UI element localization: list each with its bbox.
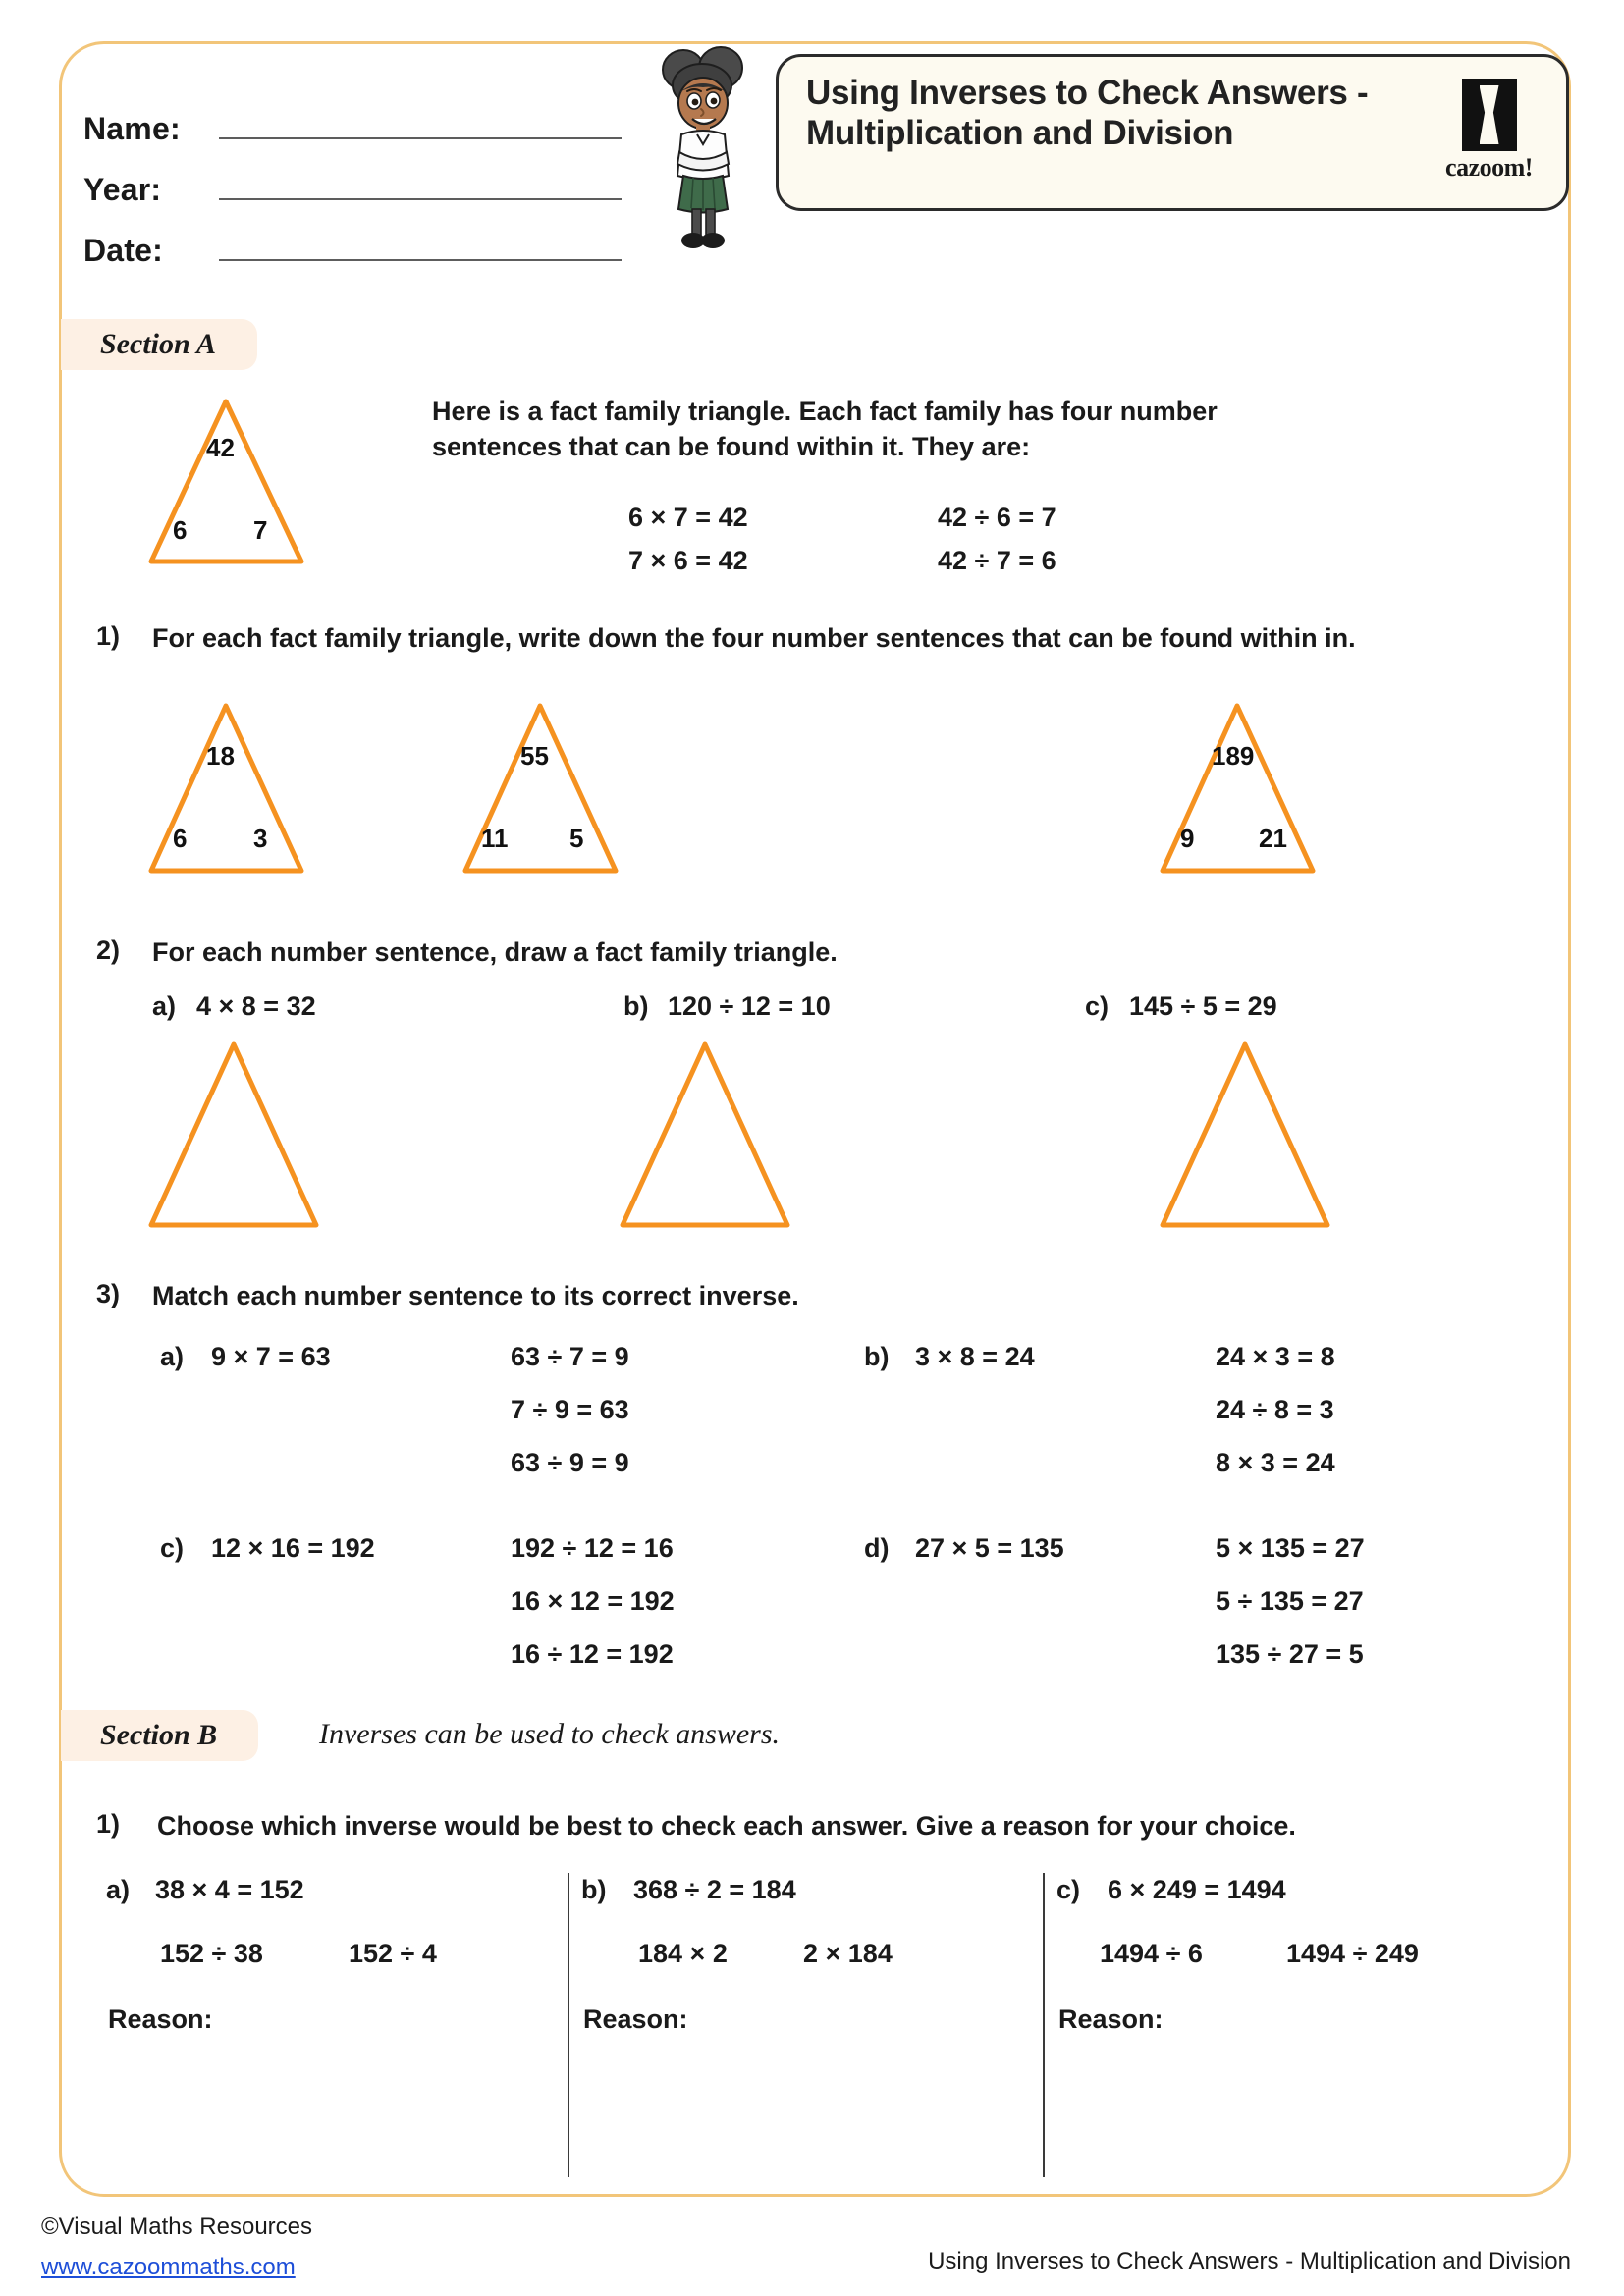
example-fact-triangle [145, 396, 307, 567]
q1-t1-right: 3 [253, 824, 268, 853]
q2-item-c-label: c) [1085, 991, 1110, 1021]
b1-item-b-label: b) [581, 1875, 607, 1904]
q1-t3-right: 21 [1259, 824, 1287, 853]
q3-item-c-option-1[interactable]: 192 ÷ 12 = 16 [511, 1533, 674, 1563]
footer-left [41, 2211, 312, 2285]
example-triangle-left: 6 [173, 515, 188, 545]
q3-item-d-option-3[interactable]: 135 ÷ 27 = 5 [1216, 1639, 1364, 1669]
year-input-line[interactable] [219, 169, 622, 200]
name-input-line[interactable] [219, 108, 622, 139]
section-b-divider-1 [568, 1873, 569, 2177]
student-info-fields [83, 108, 633, 291]
q1-triangle-1 [145, 700, 307, 877]
b1-item-b-choice-1[interactable]: 184 × 2 [638, 1939, 728, 1968]
q2-blank-triangle-a[interactable] [145, 1039, 322, 1231]
q3-text: Match each number sentence to its correct inverse. [152, 1281, 799, 1310]
q3-item-d-option-1[interactable]: 5 × 135 = 27 [1216, 1533, 1365, 1563]
intro-sentence-3: 7 × 6 = 42 [628, 546, 748, 575]
name-field-row[interactable] [83, 108, 633, 147]
q3-item-d-prompt[interactable]: 27 × 5 = 135 [915, 1533, 1064, 1563]
q2-text: For each number sentence, draw a fact family triangle. [152, 937, 838, 967]
q2-blank-triangle-b[interactable] [617, 1039, 793, 1231]
name-label: Name: [83, 111, 181, 146]
q3-item-b-label: b) [864, 1342, 890, 1371]
section-b-label: Section B [100, 1719, 218, 1751]
q1-text: For each fact family triangle, write down the four number sentences that can be found within in. [152, 623, 1356, 653]
date-field-row[interactable] [83, 230, 633, 269]
q3-item-c-option-3[interactable]: 16 ÷ 12 = 192 [511, 1639, 674, 1669]
b1-text: Choose which inverse would be best to check each answer. Give a reason for your choice. [157, 1811, 1296, 1841]
q3-item-a-option-1[interactable]: 63 ÷ 7 = 9 [511, 1342, 629, 1371]
section-b-note: Inverses can be used to check answers. [319, 1718, 781, 1750]
footer-copyright: ©Visual Maths Resources [41, 2214, 313, 2240]
year-field-row[interactable] [83, 169, 633, 208]
q2-item-b-equation: 120 ÷ 12 = 10 [668, 991, 831, 1021]
q3-item-a-option-2[interactable]: 7 ÷ 9 = 63 [511, 1395, 629, 1424]
q1-t2-left: 11 [481, 824, 509, 853]
q3-item-b-option-3[interactable]: 8 × 3 = 24 [1216, 1448, 1335, 1477]
q3-item-c-label: c) [160, 1533, 185, 1563]
cazoom-logo-icon [1462, 79, 1517, 151]
year-label: Year: [83, 172, 162, 207]
section-a-label: Section A [100, 328, 217, 360]
q3-item-d-label: d) [864, 1533, 890, 1563]
b1-item-b-choice-2[interactable]: 2 × 184 [803, 1939, 893, 1968]
b1-item-a-choice-1[interactable]: 152 ÷ 38 [160, 1939, 263, 1968]
example-triangle-top: 42 [206, 433, 235, 462]
q1-t2-right: 5 [569, 824, 584, 853]
b1-item-c-reason-label: Reason: [1058, 2004, 1164, 2034]
q2-item-a-label: a) [152, 991, 177, 1021]
b1-item-c-equation: 6 × 249 = 1494 [1108, 1875, 1286, 1904]
b1-item-b-equation: 368 ÷ 2 = 184 [633, 1875, 796, 1904]
worksheet-title-box [776, 54, 1569, 211]
q1-t1-left: 6 [173, 824, 188, 853]
q3-item-c-prompt[interactable]: 12 × 16 = 192 [211, 1533, 375, 1563]
b1-item-c-label: c) [1056, 1875, 1081, 1904]
q2-item-c-equation: 145 ÷ 5 = 29 [1129, 991, 1277, 1021]
intro-sentence-4: 42 ÷ 7 = 6 [938, 546, 1056, 575]
footer-website-link[interactable]: www.cazoommaths.com [41, 2253, 296, 2280]
q3-item-b-prompt[interactable]: 3 × 8 = 24 [915, 1342, 1035, 1371]
q1-t2-top: 55 [520, 741, 549, 771]
q3-item-a-prompt[interactable]: 9 × 7 = 63 [211, 1342, 331, 1371]
b1-item-c-choice-1[interactable]: 1494 ÷ 6 [1100, 1939, 1203, 1968]
b1-item-c-choice-2[interactable]: 1494 ÷ 249 [1286, 1939, 1419, 1968]
q3-item-a-label: a) [160, 1342, 185, 1371]
cazoom-logo [1437, 79, 1541, 183]
q3-item-a-option-3[interactable]: 63 ÷ 9 = 9 [511, 1448, 629, 1477]
q1-number: 1) [96, 621, 121, 651]
date-input-line[interactable] [219, 230, 622, 261]
student-mascot-icon [638, 46, 766, 252]
example-triangle-right: 7 [253, 515, 268, 545]
cazoom-logo-text: cazoom! [1445, 153, 1533, 182]
b1-item-a-label: a) [106, 1875, 131, 1904]
page-title: Using Inverses to Check Answers - Multiplication and Division [806, 74, 1369, 153]
intro-text: Here is a fact family triangle. Each fact family has four number sentences that can be found within it. They are: [432, 397, 1218, 461]
q2-item-a-equation: 4 × 8 = 32 [196, 991, 316, 1021]
q1-triangle-3 [1157, 700, 1319, 877]
q1-t3-top: 189 [1212, 741, 1255, 771]
q3-item-b-option-2[interactable]: 24 ÷ 8 = 3 [1216, 1395, 1334, 1424]
q3-item-d-option-2[interactable]: 5 ÷ 135 = 27 [1216, 1586, 1364, 1616]
section-b-pill [61, 1710, 258, 1761]
q1-t1-top: 18 [206, 741, 235, 771]
intro-sentence-1: 6 × 7 = 42 [628, 503, 748, 532]
footer-worksheet-name: Using Inverses to Check Answers - Multiplication and Division [928, 2248, 1571, 2274]
q2-blank-triangle-c[interactable] [1157, 1039, 1333, 1231]
b1-item-a-equation: 38 × 4 = 152 [155, 1875, 304, 1904]
q1-t3-left: 9 [1180, 824, 1195, 853]
b1-item-b-reason-label: Reason: [583, 2004, 688, 2034]
b1-item-a-choice-2[interactable]: 152 ÷ 4 [349, 1939, 437, 1968]
q1-triangle-2 [460, 700, 622, 877]
section-a-pill [61, 319, 257, 370]
section-b-divider-2 [1043, 1873, 1045, 2177]
intro-sentence-2: 42 ÷ 6 = 7 [938, 503, 1056, 532]
date-label: Date: [83, 233, 164, 268]
b1-number: 1) [96, 1809, 121, 1839]
q3-item-c-option-2[interactable]: 16 × 12 = 192 [511, 1586, 675, 1616]
q2-number: 2) [96, 935, 121, 965]
q3-number: 3) [96, 1279, 121, 1308]
q2-item-b-label: b) [623, 991, 649, 1021]
b1-item-a-reason-label: Reason: [108, 2004, 213, 2034]
q3-item-b-option-1[interactable]: 24 × 3 = 8 [1216, 1342, 1335, 1371]
worksheet-header [59, 54, 1571, 299]
